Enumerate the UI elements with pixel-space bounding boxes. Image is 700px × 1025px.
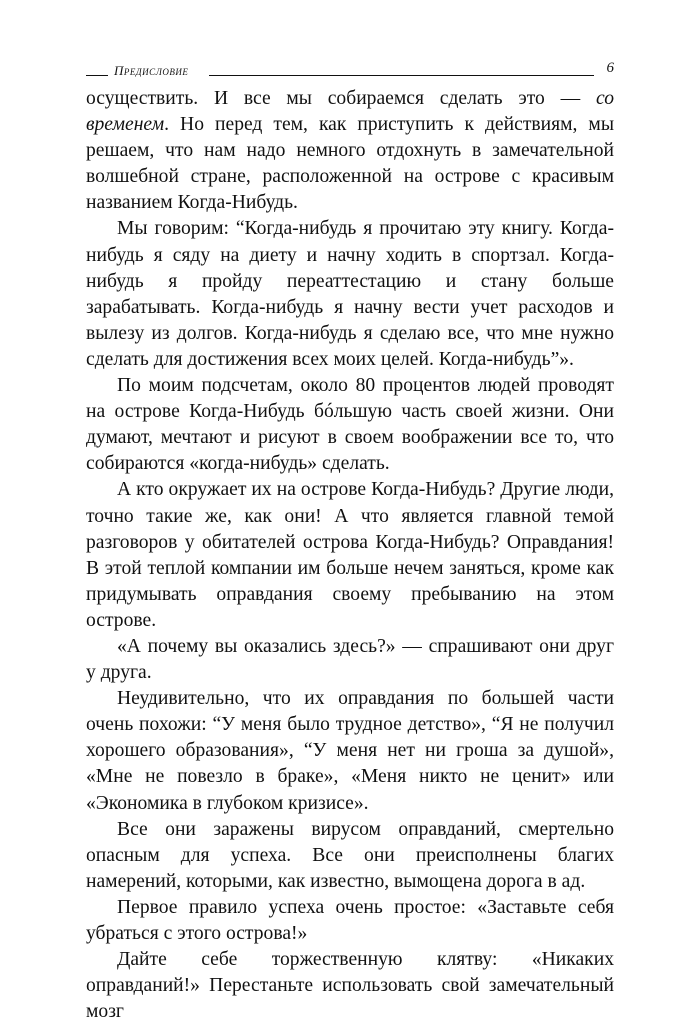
body-text [86,86,614,1025]
section-title: Предисловие [114,63,189,78]
paragraph: По моим подсчетам, около 80 процентов людей проводят на острове Когда-Нибудь бóльшую часть своей жизни. Они думают, мечтают и рисуют в своем воображении все то, что собираются «когда-нибудь» сделать. [86,375,614,475]
paragraph: Мы говорим: “Когда-нибудь я прочитаю эту книгу. Когда-нибудь я сяду на диету и начну ходить в спортзал. Когда-нибудь я пройду переаттестацию и стану больше зарабатывать. Когда-нибудь я начну вести учет расходов и вылезу из долгов. Когда-нибудь я сделаю все, что мне нужно сделать для достижения всех моих целей. Когда-нибудь”». [86,218,614,370]
page-number: 6 [606,60,614,76]
emphasis-text: со временем [86,88,614,136]
paragraph: Первое правило успеха очень простое: «Заставьте себя убраться с этого острова!» [86,896,614,944]
paragraph: «А почему вы оказались здесь?» — спрашивают они друг у друга. [86,635,614,684]
paragraph: Неудивительно, что их оправдания по большей части очень похожи: “У меня было трудное детство», “Я не получил хорошего образования», “У меня нет ни гроша за душой», «Мне не повезло в браке», «Меня никто не ценит» или «Экономика в глубоком кризисе». [86,688,614,814]
paragraph: Все они заражены вирусом оправданий, смертельно опасным для успеха. Все они преисполнены благих намерений, которыми, как известно, вымощена дорога в ад. [86,818,614,892]
book-page [86,58,614,1025]
paragraph: осуществить. И все мы собираемся сделать это — со временем. Но перед тем, как приступить к действиям, мы решаем, что нам надо немного отдохнуть в замечательной волшебной стране, расположенной на острове с красивым названием Когда-Нибудь. [86,88,614,214]
paragraph: Дайте себе торжественную клятву: «Никаких оправданий!» Перестаньте использовать свой замечательный мозг [86,949,614,1023]
header-rule [209,75,594,76]
running-header [86,58,614,84]
header-lead-rule [86,75,108,76]
paragraph: А кто окружает их на острове Когда-Нибудь? Другие люди, точно такие же, как они! А что является главной темой разговоров у обитателей острова Когда-Нибудь? Оправдания! В этой теплой компании им больше нечем заняться, кроме как придумывать оправдания своему пребыванию на этом острове. [86,479,614,631]
